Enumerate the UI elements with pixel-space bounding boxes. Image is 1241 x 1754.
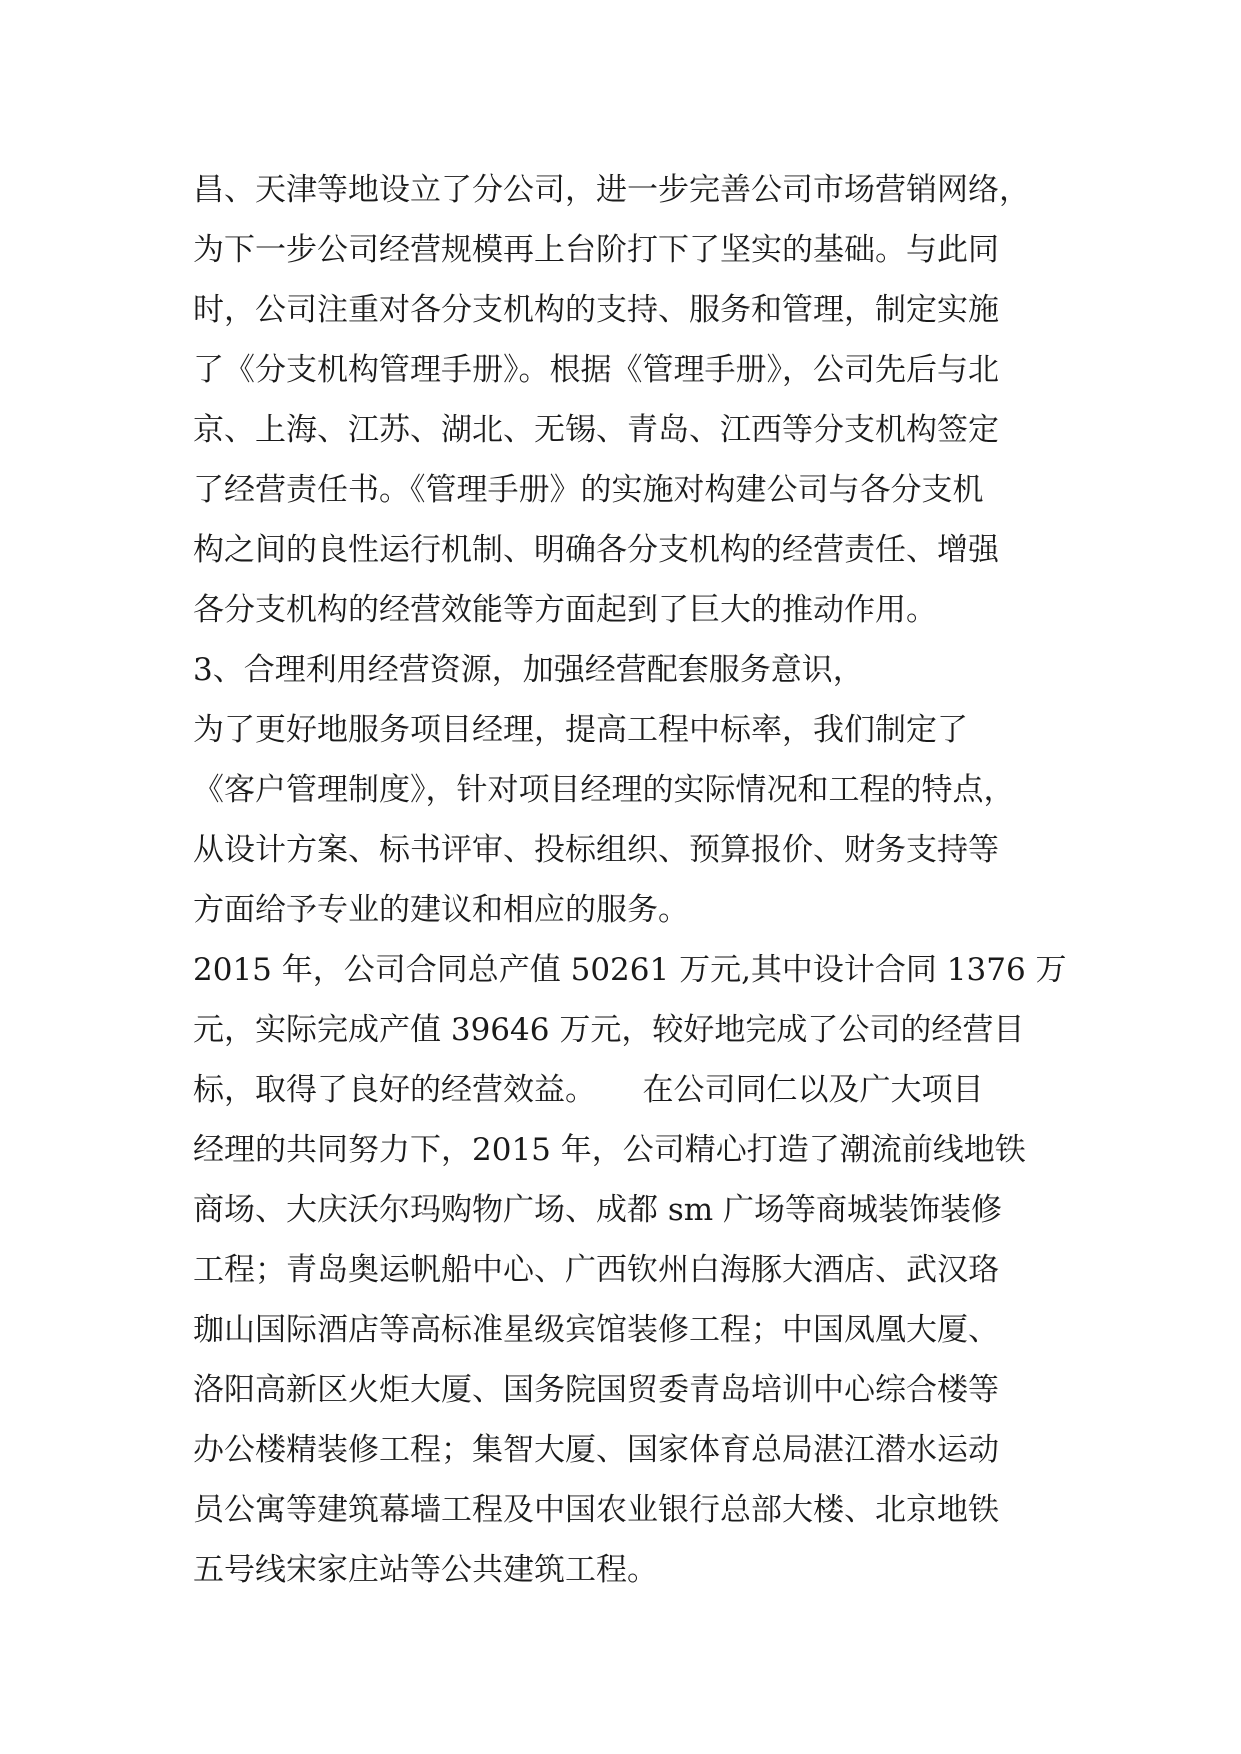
text-line: 标，取得了良好的经营效益。 在公司同仁以及广大项目 (193, 1072, 984, 1108)
text-line: 构之间的良性运行机制、明确各分支机构的经营责任、增强 (193, 532, 999, 568)
text-line: 京、上海、江苏、湖北、无锡、青岛、江西等分支机构签定 (193, 412, 999, 448)
text-line: 昌、天津等地设立了分公司，进一步完善公司市场营销网络， (193, 172, 1030, 208)
text-line: 各分支机构的经营效能等方面起到了巨大的推动作用。 (193, 592, 937, 628)
text-line: 经理的共同努力下，2015 年，公司精心打造了潮流前线地铁 (193, 1132, 1026, 1168)
body-text (193, 160, 1067, 1600)
text-line: 元，实际完成产值 39646 万元，较好地完成了公司的经营目 (193, 1012, 1025, 1048)
text-line: 方面给予专业的建议和相应的服务。 (193, 892, 689, 928)
text-line: 商场、大庆沃尔玛购物广场、成都 sm 广场等商城装饰装修 (193, 1192, 1003, 1228)
text-line: 了《分支机构管理手册》。根据《管理手册》，公司先后与北 (193, 352, 999, 388)
text-line: 工程；青岛奥运帆船中心、广西钦州白海豚大酒店、武汉珞 (193, 1252, 999, 1288)
text-line: 时，公司注重对各分支机构的支持、服务和管理，制定实施 (193, 292, 999, 328)
text-line: 从设计方案、标书评审、投标组织、预算报价、财务支持等 (193, 832, 999, 868)
text-line: 2015 年，公司合同总产值 50261 万元,其中设计合同 1376 万 (193, 952, 1067, 988)
text-line: 为下一步公司经营规模再上台阶打下了坚实的基础。与此同 (193, 232, 999, 268)
text-line: 员公寓等建筑幕墙工程及中国农业银行总部大楼、北京地铁 (193, 1492, 999, 1528)
text-line: 为了更好地服务项目经理，提高工程中标率，我们制定了 (193, 712, 968, 748)
text-line: 了经营责任书。《管理手册》的实施对构建公司与各分支机 (193, 472, 984, 508)
text-line: 办公楼精装修工程；集智大厦、国家体育总局湛江潜水运动 (193, 1432, 999, 1468)
text-line: 《客户管理制度》，针对项目经理的实际情况和工程的特点， (193, 772, 1015, 808)
text-line: 五号线宋家庄站等公共建筑工程。 (193, 1552, 658, 1588)
text-line: 洛阳高新区火炬大厦、国务院国贸委青岛培训中心综合楼等 (193, 1372, 999, 1408)
section-heading: 3、合理利用经营资源，加强经营配套服务意识， (193, 652, 864, 688)
text-line: 珈山国际酒店等高标准星级宾馆装修工程；中国凤凰大厦、 (193, 1312, 999, 1348)
